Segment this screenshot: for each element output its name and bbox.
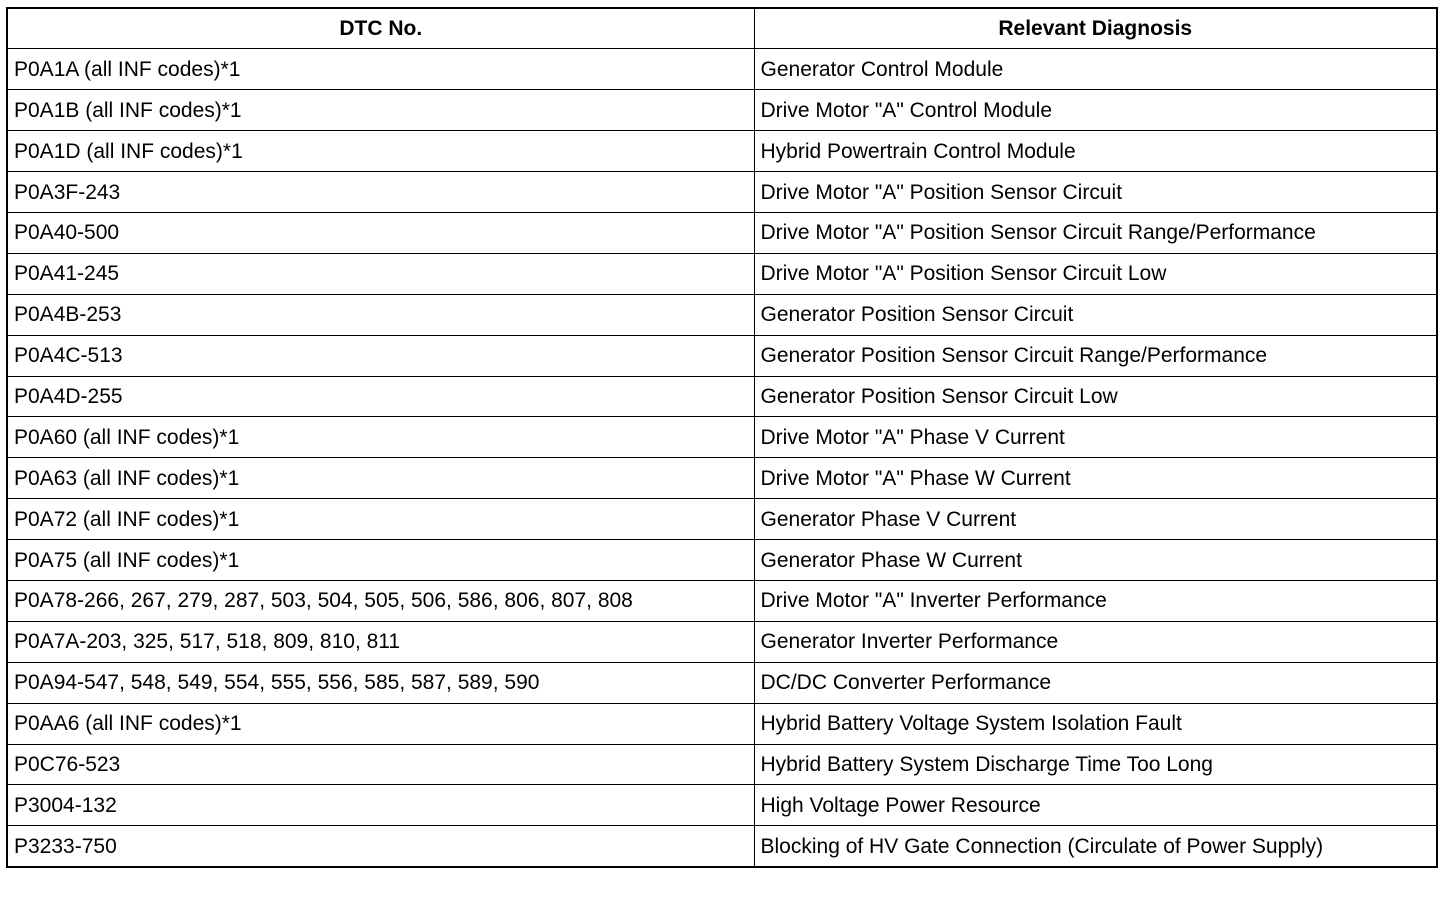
dtc-code-cell: P0A60 (all INF codes)*1	[7, 417, 754, 458]
table-row	[7, 131, 1437, 172]
diagnosis-cell: Generator Control Module	[754, 49, 1437, 90]
dtc-code-cell: P0A41-245	[7, 253, 754, 294]
diagnosis-cell: Hybrid Battery Voltage System Isolation Fault	[754, 703, 1437, 744]
dtc-code-cell: P0A7A-203, 325, 517, 518, 809, 810, 811	[7, 621, 754, 662]
table-header-row	[7, 8, 1437, 49]
dtc-code-cell: P0A94-547, 548, 549, 554, 555, 556, 585, 587, 589, 590	[7, 662, 754, 703]
table-row	[7, 294, 1437, 335]
table-row	[7, 540, 1437, 581]
diagnosis-cell: Generator Phase V Current	[754, 499, 1437, 540]
dtc-table	[6, 7, 1438, 868]
dtc-code-cell: P0A4C-513	[7, 335, 754, 376]
table-row	[7, 90, 1437, 131]
table-row	[7, 335, 1437, 376]
table-row	[7, 703, 1437, 744]
diagnosis-cell: Drive Motor "A" Position Sensor Circuit Range/Performance	[754, 212, 1437, 253]
diagnosis-cell: Generator Position Sensor Circuit Low	[754, 376, 1437, 417]
diagnosis-cell: High Voltage Power Resource	[754, 785, 1437, 826]
diagnosis-cell: Drive Motor "A" Position Sensor Circuit	[754, 172, 1437, 213]
dtc-code-cell: P0A4D-255	[7, 376, 754, 417]
dtc-code-cell: P0A3F-243	[7, 172, 754, 213]
header-dtc-no: DTC No.	[7, 8, 754, 49]
dtc-code-cell: P3233-750	[7, 826, 754, 867]
table-row	[7, 172, 1437, 213]
diagnosis-cell: Generator Phase W Current	[754, 540, 1437, 581]
table-row	[7, 826, 1437, 867]
diagnosis-cell: Drive Motor "A" Inverter Performance	[754, 580, 1437, 621]
diagnosis-cell: Hybrid Powertrain Control Module	[754, 131, 1437, 172]
table-row	[7, 662, 1437, 703]
dtc-code-cell: P3004-132	[7, 785, 754, 826]
table-row	[7, 499, 1437, 540]
table-row	[7, 458, 1437, 499]
diagnosis-cell: Drive Motor "A" Phase W Current	[754, 458, 1437, 499]
table-row	[7, 253, 1437, 294]
table-body	[7, 49, 1437, 867]
table-row	[7, 49, 1437, 90]
dtc-code-cell: P0A75 (all INF codes)*1	[7, 540, 754, 581]
header-relevant-diagnosis: Relevant Diagnosis	[754, 8, 1437, 49]
diagnosis-cell: Generator Position Sensor Circuit	[754, 294, 1437, 335]
dtc-code-cell: P0C76-523	[7, 744, 754, 785]
diagnosis-cell: Hybrid Battery System Discharge Time Too Long	[754, 744, 1437, 785]
dtc-code-cell: P0A78-266, 267, 279, 287, 503, 504, 505, 506, 586, 806, 807, 808	[7, 580, 754, 621]
table-row	[7, 580, 1437, 621]
dtc-code-cell: P0AA6 (all INF codes)*1	[7, 703, 754, 744]
table-row	[7, 744, 1437, 785]
diagnosis-cell: Drive Motor "A" Phase V Current	[754, 417, 1437, 458]
dtc-code-cell: P0A63 (all INF codes)*1	[7, 458, 754, 499]
table-row	[7, 621, 1437, 662]
dtc-code-cell: P0A1D (all INF codes)*1	[7, 131, 754, 172]
dtc-code-cell: P0A1B (all INF codes)*1	[7, 90, 754, 131]
dtc-code-cell: P0A72 (all INF codes)*1	[7, 499, 754, 540]
diagnosis-cell: DC/DC Converter Performance	[754, 662, 1437, 703]
dtc-code-cell: P0A1A (all INF codes)*1	[7, 49, 754, 90]
diagnosis-cell: Generator Inverter Performance	[754, 621, 1437, 662]
table-row	[7, 212, 1437, 253]
table-row	[7, 785, 1437, 826]
table-row	[7, 376, 1437, 417]
table-row	[7, 417, 1437, 458]
dtc-code-cell: P0A4B-253	[7, 294, 754, 335]
dtc-code-cell: P0A40-500	[7, 212, 754, 253]
diagnosis-cell: Blocking of HV Gate Connection (Circulate of Power Supply)	[754, 826, 1437, 867]
diagnosis-cell: Drive Motor "A" Position Sensor Circuit Low	[754, 253, 1437, 294]
diagnosis-cell: Generator Position Sensor Circuit Range/Performance	[754, 335, 1437, 376]
diagnosis-cell: Drive Motor "A" Control Module	[754, 90, 1437, 131]
